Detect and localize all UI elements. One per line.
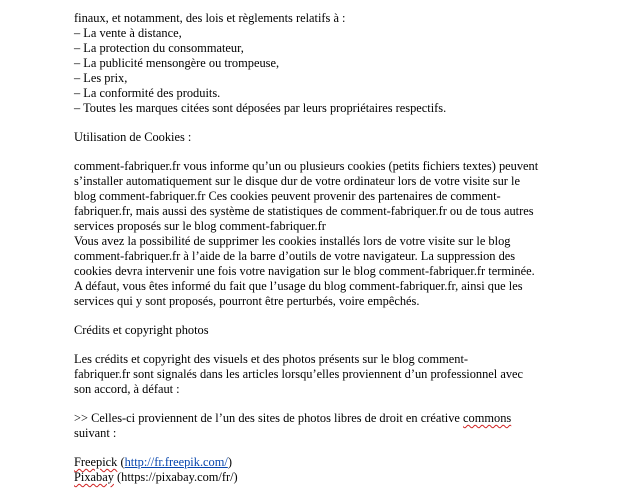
cookies-paragraph-line: Vous avez la possibilité de supprimer les cookies installés lors de votre visite sur le blog <box>74 234 511 248</box>
cookies-paragraph-line: services proposés sur le blog comment-fabriquer.fr <box>74 219 326 233</box>
credits-paragraph-line: fabriquer.fr sont signalés dans les articles lorsqu’elles proviennent d’un professionnel avec <box>74 367 524 381</box>
freepick-link[interactable]: http://fr.freepik.com/ <box>124 455 228 469</box>
pixabay-name: Pixabay <box>74 470 114 484</box>
sources-intro-suffix: suivant : <box>74 426 117 440</box>
list-item: – La vente à distance, <box>74 26 182 40</box>
sources-intro-line <box>74 411 511 426</box>
freepick-line <box>74 455 232 470</box>
intro-line: finaux, et notamment, des lois et règlements relatifs à : <box>74 11 346 25</box>
cookies-paragraph-line: A défaut, vous êtes informé du fait que l’usage du blog comment-fabriquer.fr, ainsi que les <box>74 279 523 293</box>
sources-intro-text: >> Celles-ci proviennent de l’un des sites de photos libres de droit en créative <box>74 411 464 425</box>
cookies-paragraph-line: services qui y sont proposés, pourront être perturbés, voire empêchés. <box>74 294 420 308</box>
sources-intro-commons: commons <box>463 411 512 425</box>
credits-heading: Crédits et copyright photos <box>74 323 209 337</box>
pixabay-line <box>74 470 238 485</box>
credits-paragraph-line: son accord, à défaut : <box>74 382 180 396</box>
cookies-paragraph-line: blog comment-fabriquer.fr Ces cookies peuvent provenir des partenaires de comment- <box>74 189 501 203</box>
cookies-paragraph-line: s’installer automatiquement sur le disque dur de votre ordinateur lors de votre visite sur le <box>74 174 520 188</box>
cookies-heading: Utilisation de Cookies : <box>74 130 192 144</box>
cookies-paragraph-line: fabriquer.fr, mais aussi des système de statistiques de comment-fabriquer.fr ou de tous autres <box>74 204 534 218</box>
list-item: – La conformité des produits. <box>74 86 221 100</box>
list-item: – La publicité mensongère ou trompeuse, <box>74 56 280 70</box>
freepick-open-paren: ( <box>117 455 125 469</box>
pixabay-url: (https://pixabay.com/fr/) <box>113 470 238 484</box>
cookies-paragraph-line: comment-fabriquer.fr à l’aide de la barre d’outils de votre navigateur. La suppression des <box>74 249 516 263</box>
freepick-name: Freepick <box>74 455 118 469</box>
list-item: – Toutes les marques citées sont déposées par leurs propriétaires respectifs. <box>74 101 447 115</box>
freepick-close-paren: ) <box>227 455 232 469</box>
cookies-paragraph-line: comment-fabriquer.fr vous informe qu’un ou plusieurs cookies (petits fichiers textes) peuvent <box>74 159 539 173</box>
list-item: – La protection du consommateur, <box>74 41 244 55</box>
credits-paragraph-line: Les crédits et copyright des visuels et des photos présents sur le blog comment- <box>74 352 469 366</box>
list-item: – Les prix, <box>74 71 128 85</box>
cookies-paragraph-line: cookies devra intervenir une fois votre navigation sur le blog comment-fabriquer.fr terminée. <box>74 264 535 278</box>
